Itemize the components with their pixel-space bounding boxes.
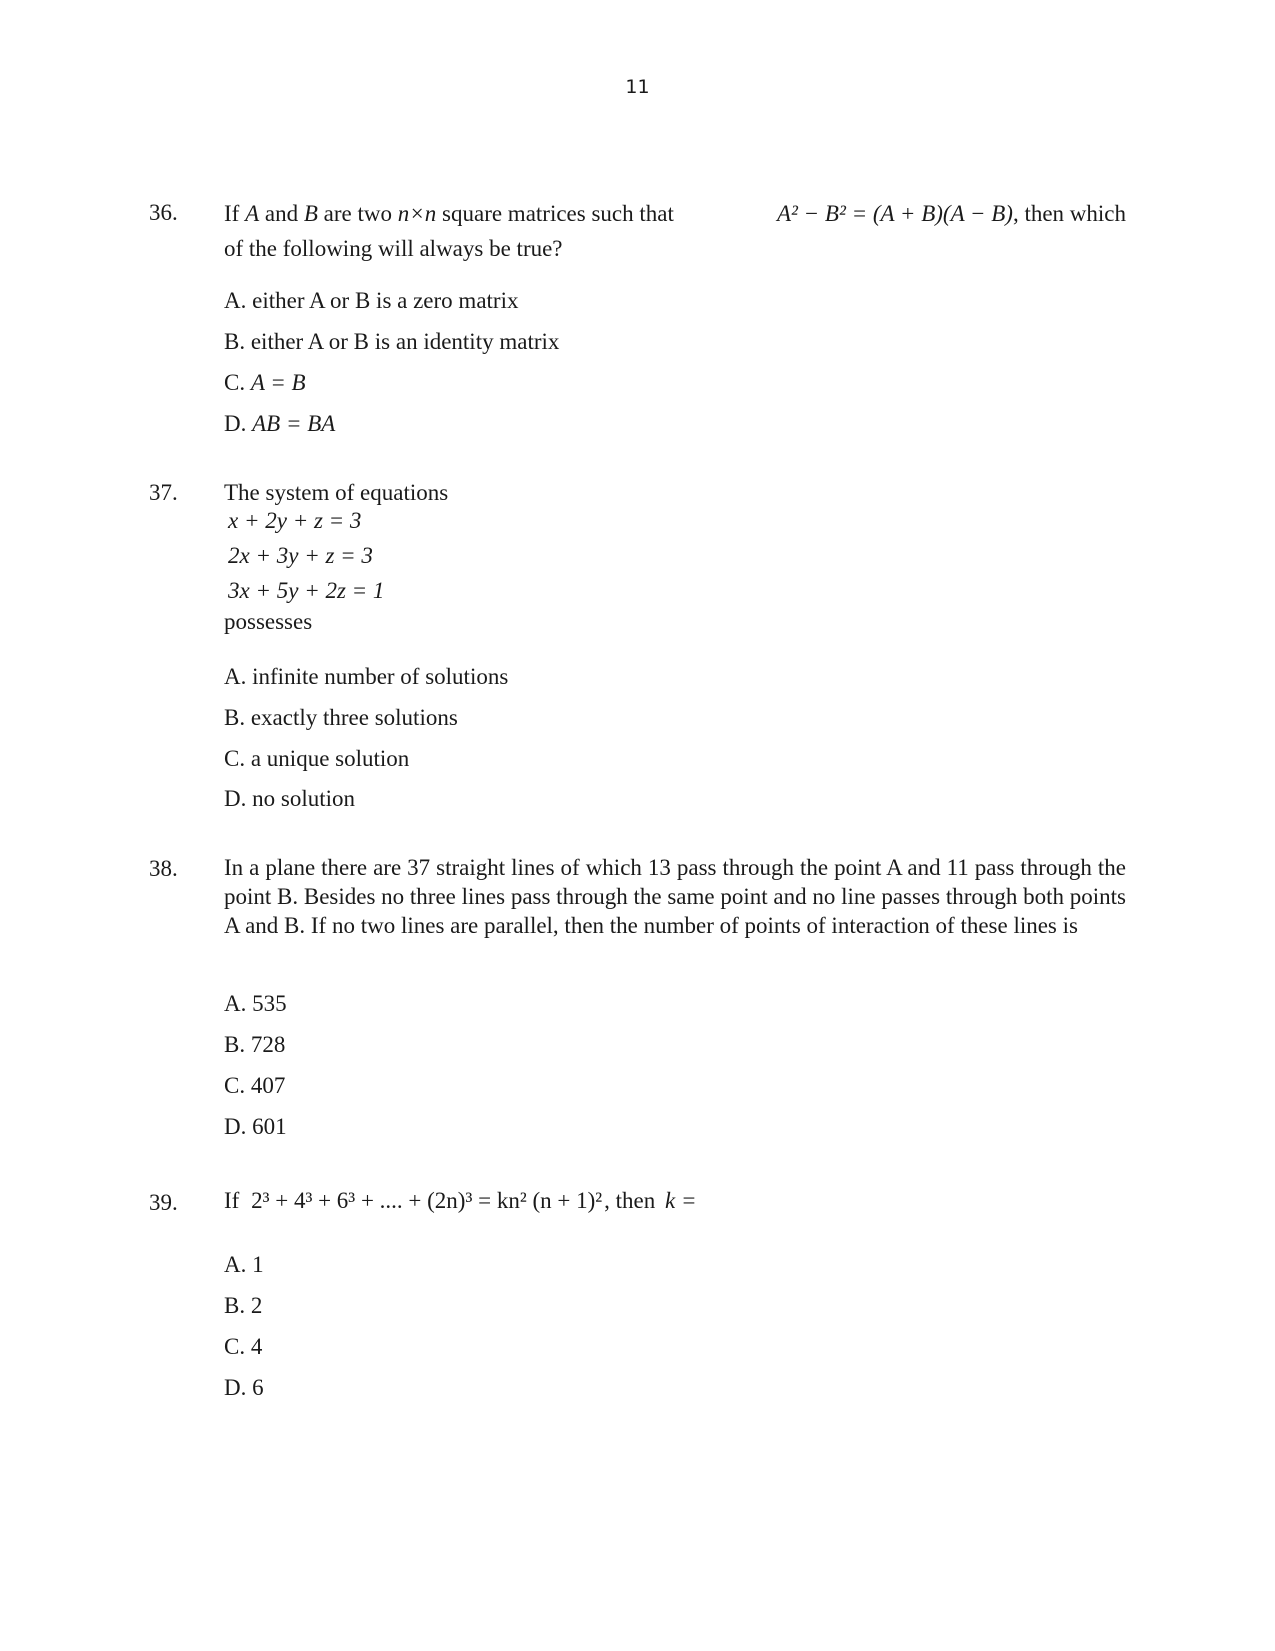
matrix-identity-equation: A² − B² = (A + B)(A − B) bbox=[776, 201, 1013, 226]
question-38-option-c[interactable]: C. 407 bbox=[224, 1073, 286, 1098]
question-37-stem-outro: possesses bbox=[224, 609, 313, 634]
unknown-k: k = bbox=[665, 1188, 697, 1213]
question-36-stem-line-2: of the following will always be true? bbox=[224, 236, 563, 261]
question-36-option-c[interactable]: C. A = B bbox=[224, 370, 306, 395]
question-37-option-c[interactable]: C. a unique solution bbox=[224, 746, 410, 771]
question-36-number: 36. bbox=[149, 200, 178, 225]
page-number: 11 bbox=[625, 76, 650, 98]
question-39-option-c[interactable]: C. 4 bbox=[224, 1334, 263, 1359]
question-37-stem-intro: The system of equations bbox=[224, 480, 449, 505]
question-37-option-b[interactable]: B. exactly three solutions bbox=[224, 705, 458, 730]
question-38-number: 38. bbox=[149, 856, 178, 881]
equation-3: 3x + 5y + 2z = 1 bbox=[228, 578, 385, 603]
question-37-option-a[interactable]: A. infinite number of solutions bbox=[224, 664, 509, 689]
question-39-option-a[interactable]: A. 1 bbox=[224, 1252, 264, 1277]
question-37-option-d[interactable]: D. no solution bbox=[224, 786, 355, 811]
question-38-option-d[interactable]: D. 601 bbox=[224, 1114, 287, 1139]
question-37-number: 37. bbox=[149, 480, 178, 505]
question-36-option-a[interactable]: A. either A or B is a zero matrix bbox=[224, 288, 519, 313]
matrix-dimension: n×n bbox=[397, 201, 437, 226]
question-38-stem: In a plane there are 37 straight lines of which 13 pass through the point A and 11 pass through the point B. Besides no three lines pass through the same point and no line passes through both points A and B. If no two lines are parallel, then the number of points of interaction of these lines is bbox=[224, 855, 1127, 938]
equation-2: 2x + 3y + z = 3 bbox=[228, 543, 373, 568]
question-38-option-b[interactable]: B. 728 bbox=[224, 1032, 286, 1057]
cube-series-equation: 2³ + 4³ + 6³ + .... + (2n)³ = kn² (n + 1)² bbox=[251, 1188, 603, 1213]
question-36-option-b[interactable]: B. either A or B is an identity matrix bbox=[224, 329, 560, 354]
question-39-option-d[interactable]: D. 6 bbox=[224, 1375, 264, 1400]
question-36-option-d[interactable]: D. AB = BA bbox=[224, 411, 336, 436]
question-36-stem bbox=[224, 196, 1126, 266]
question-39-stem: If 2³ + 4³ + 6³ + .... + (2n)³ = kn² (n + 1)², then k = bbox=[224, 1188, 697, 1213]
question-36-stem-line-1: If A and B are two n×n square matrices such that A² − B² = (A + B)(A − B), then which bbox=[224, 201, 1126, 226]
question-39-option-b[interactable]: B. 2 bbox=[224, 1293, 263, 1318]
question-39-number: 39. bbox=[149, 1190, 178, 1215]
equation-1: x + 2y + z = 3 bbox=[228, 508, 362, 533]
question-38-option-a[interactable]: A. 535 bbox=[224, 991, 287, 1016]
